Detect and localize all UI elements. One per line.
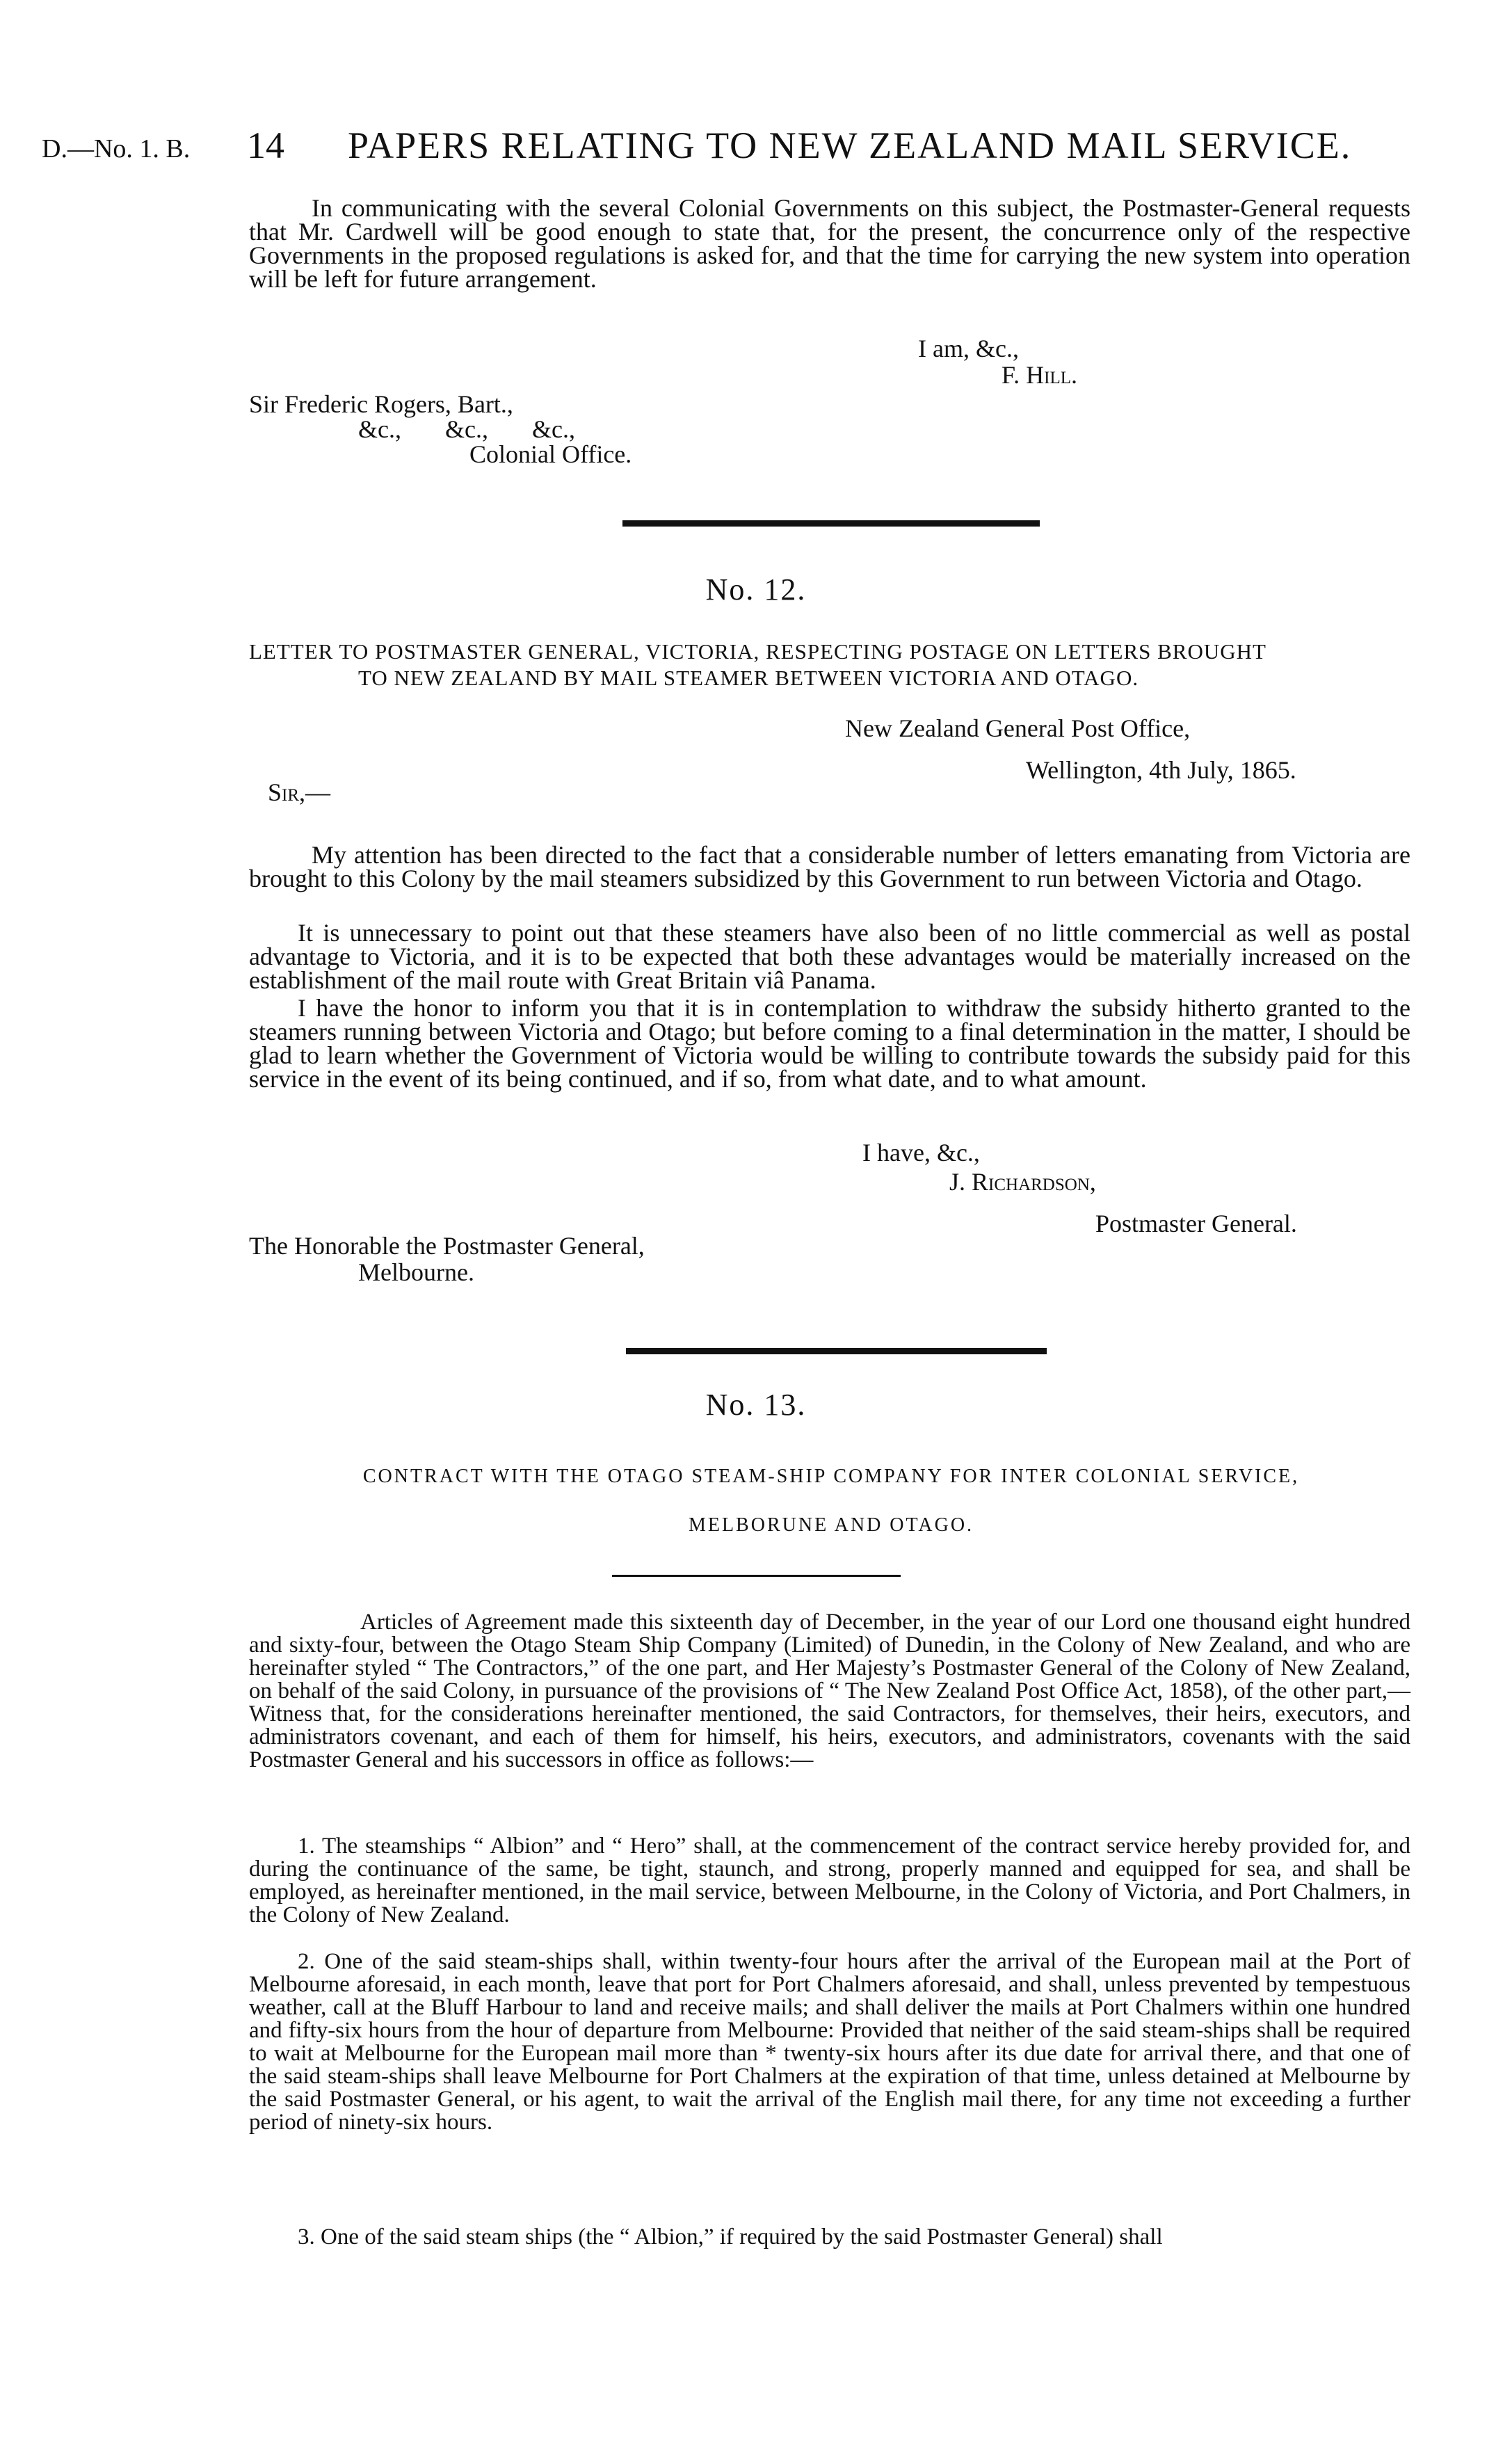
doc12-office: New Zealand General Post Office,: [845, 714, 1191, 742]
doc11-addressee-line: Colonial Office.: [469, 440, 632, 468]
doc12-signature: J. Richardson,: [949, 1168, 1096, 1196]
doc12-addressee-line: Melbourne.: [358, 1258, 474, 1286]
doc12-paragraph: I have the honor to inform you that it is in contemplation to withdraw the subsidy hitherto granted to the steamers running between Victoria and Otago; but before coming to a final determination in the matter, I should be glad to learn whether the Government of Victoria would be willing to contribute towards the subsidy paid for this service in the event of its being continued, and if so, from what date, and to what amount.: [249, 994, 1410, 1093]
doc13-number: No. 13.: [705, 1388, 807, 1422]
doc11-paragraph: In communicating with the several Colonial Governments on this subject, the Postmaster-General requests that Mr. Cardwell will be good enough to state that, for the present, the concurrence only of the respective Governments in the proposed regulations is asked for, and that the time for carrying the new system into operation will be left for future arrangement.: [249, 194, 1410, 293]
page-title: PAPERS RELATING TO NEW ZEALAND MAIL SERVICE.: [348, 125, 1352, 166]
doc11-addressee-line: Sir Frederic Rogers, Bart.,: [249, 390, 513, 418]
doc12-paragraph: It is unnecessary to point out that these steamers have also been of no little commercial as well as postal advantage to Victoria, and it is to be expected that both these advantages would be materially increased on the establishment of the mail route with Great Britain viâ Panama.: [249, 919, 1410, 994]
section-divider: [622, 520, 1040, 527]
doc12-addressee-line: The Honorable the Postmaster General,: [249, 1232, 645, 1260]
doc12-title-line2: TO NEW ZEALAND BY MAIL STEAMER BETWEEN VICTORIA AND OTAGO.: [358, 666, 1139, 690]
doc12-salutation: Sir,—: [268, 778, 331, 806]
doc11-closing: I am, &c.,: [918, 335, 1019, 362]
short-divider: [612, 1575, 901, 1577]
doc13-paragraph: 1. The steamships “ Albion” and “ Hero” shall, at the commencement of the contract service hereby provided for, and during the continuance of the same, be tight, staunch, and strong, properly manned and equipped for sea, and shall be employed, as hereinafter mentioned, in the mail service, between Melbourne, in the Colony of Victoria, and Port Chalmers, in the Colony of New Zealand.: [249, 1834, 1410, 1927]
doc12-number: No. 12.: [705, 572, 807, 607]
doc13-paragraph: Articles of Agreement made this sixteenth day of December, in the year of our Lord one thousand eight hundred and sixty-four, between the Otago Steam Ship Company (Limited) of Dunedin, in the Colony of New Zealand, and who are hereinafter styled “ The Contractors,” of the one part, and Her Majesty’s Postmaster General of the Colony of New Zealand, on behalf of the said Colony, in pursuance of the provisions of “ The New Zealand Post Office Act, 1858), of the other part,—Witness that, for the considerations hereinafter mentioned, the said Contractors, for themselves, their heirs, executors, and administrators covenant, and each of them for himself, his heirs, executors, and administrators, covenants with the said Postmaster General and his successors in office as follows:—: [249, 1610, 1410, 1772]
doc12-title-line1: LETTER TO POSTMASTER GENERAL, VICTORIA, RESPECTING POSTAGE ON LETTERS BROUGHT: [249, 639, 1266, 664]
doc11-signature: F. Hill.: [1002, 361, 1078, 389]
document-reference: D.—No. 1. B.: [42, 134, 191, 163]
page-number: 14: [247, 125, 284, 166]
doc12-paragraph: My attention has been directed to the fact that a considerable number of letters emanating from Victoria are brought to this Colony by the mail steamers subsidized by this Government to run between Victoria and Otago.: [249, 841, 1410, 892]
section-divider: [626, 1348, 1047, 1354]
doc12-closing: I have, &c.,: [862, 1139, 980, 1166]
doc11-addressee-line: &c., &c., &c.,: [358, 415, 575, 443]
doc13-title-line1: CONTRACT WITH THE OTAGO STEAM-SHIP COMPANY FOR INTER COLONIAL SERVICE,: [362, 1466, 1300, 1487]
doc13-paragraph: 2. One of the said steam-ships shall, within twenty-four hours after the arrival of the European mail at the Port of Melbourne aforesaid, in each month, leave that port for Port Chalmers aforesaid, and shall, unless prevented by tempestuous weather, call at the Bluff Harbour to land and receive mails; and shall deliver the mails at Port Chalmers within one hundred and fifty-six hours from the hour of departure from Melbourne: Provided that neither of the said steam-ships shall be required to wait at Melbourne for the European mail more than * twenty-six hours after its due date for arrival there, and that one of the said steam-ships shall leave Melbourne for Port Chalmers at the expiration of that time, unless detained at Melbourne by the said Postmaster General, or his agent, to wait the arrival of the English mail there, for any time not exceeding a further period of ninety-six hours.: [249, 1949, 1410, 2135]
running-header: [42, 124, 1461, 173]
doc13-title-line2: MELBORUNE AND OTAGO.: [688, 1514, 974, 1536]
doc12-place-date: Wellington, 4th July, 1865.: [1026, 756, 1296, 784]
doc13-paragraph: 3. One of the said steam ships (the “ Albion,” if required by the said Postmaster General) shall: [298, 2224, 1163, 2250]
doc12-signature-title: Postmaster General.: [1095, 1210, 1297, 1237]
